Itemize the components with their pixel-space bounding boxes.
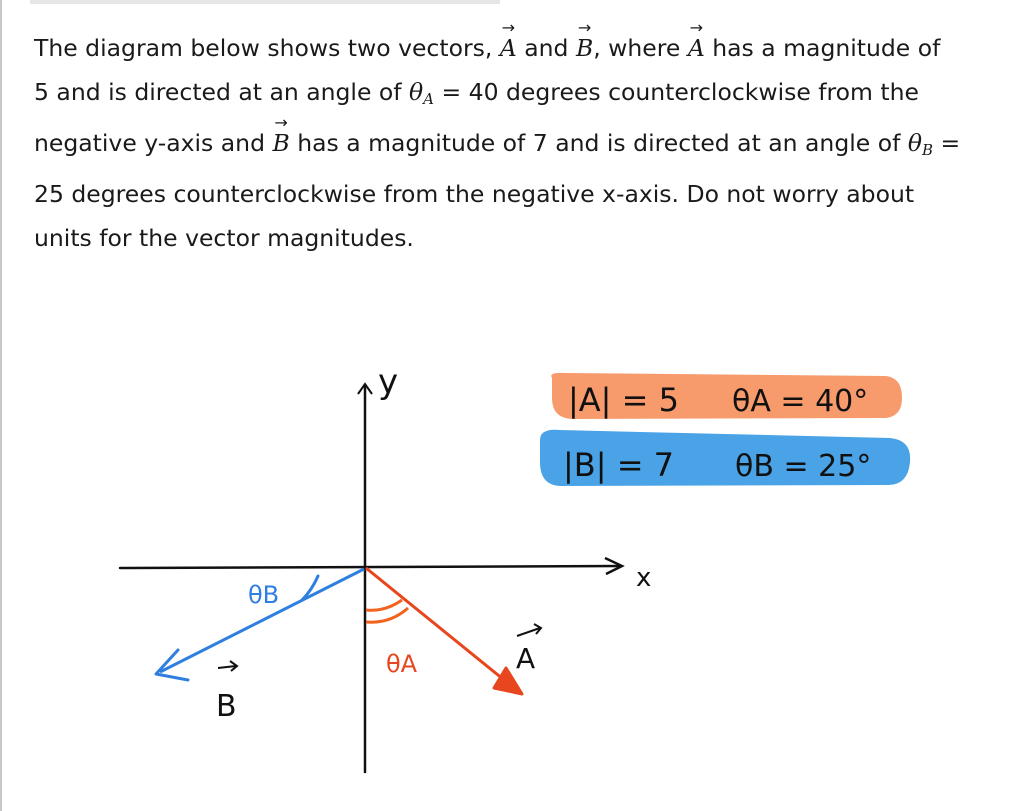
note-b-magnitude: |B| = 7 [563,446,675,484]
theta-b-symbol: $\theta_B$ [907,129,934,159]
x-axis-label: x [636,563,652,593]
theta-a-arc [366,600,402,610]
problem-line-1: The diagram below shows two vectors, → A and → B, where → A has a magnitude of [34,26,994,70]
theta-a-label: θA [386,650,418,678]
note-a-magnitude: |A| = 5 [568,381,679,419]
vector-a-symbol: → A [688,26,705,70]
vector-a-label-arrow-icon [517,624,541,636]
note-a-angle: θA = 40° [732,384,869,419]
vector-b-symbol: → B [576,26,593,70]
note-b-angle: θB = 25° [735,449,872,484]
vector-b-label-arrow-icon [218,661,237,671]
y-axis-label: y [378,362,399,402]
problem-line-4: 25 degrees counterclockwise from the negative x-axis. Do not worry about [34,180,915,208]
problem-line-3: negative y-axis and → B has a magnitude of 7 and is directed at an angle of $\theta_B$ = [34,121,994,172]
problem-line-5: units for the vector magnitudes. [34,224,414,252]
theta-b-label: θB [248,581,280,609]
theta-a-symbol: $\theta_A$ [409,78,435,108]
x-axis [120,566,620,568]
vector-b-label: B [216,689,237,724]
problem-line-2: 5 and is directed at an angle of $\theta_A = 40$ degrees counterclockwise from the [34,78,919,108]
vector-a-label: A [516,642,536,675]
vector-b-symbol: → B [272,121,289,165]
vector-a-symbol: → A [500,26,517,70]
